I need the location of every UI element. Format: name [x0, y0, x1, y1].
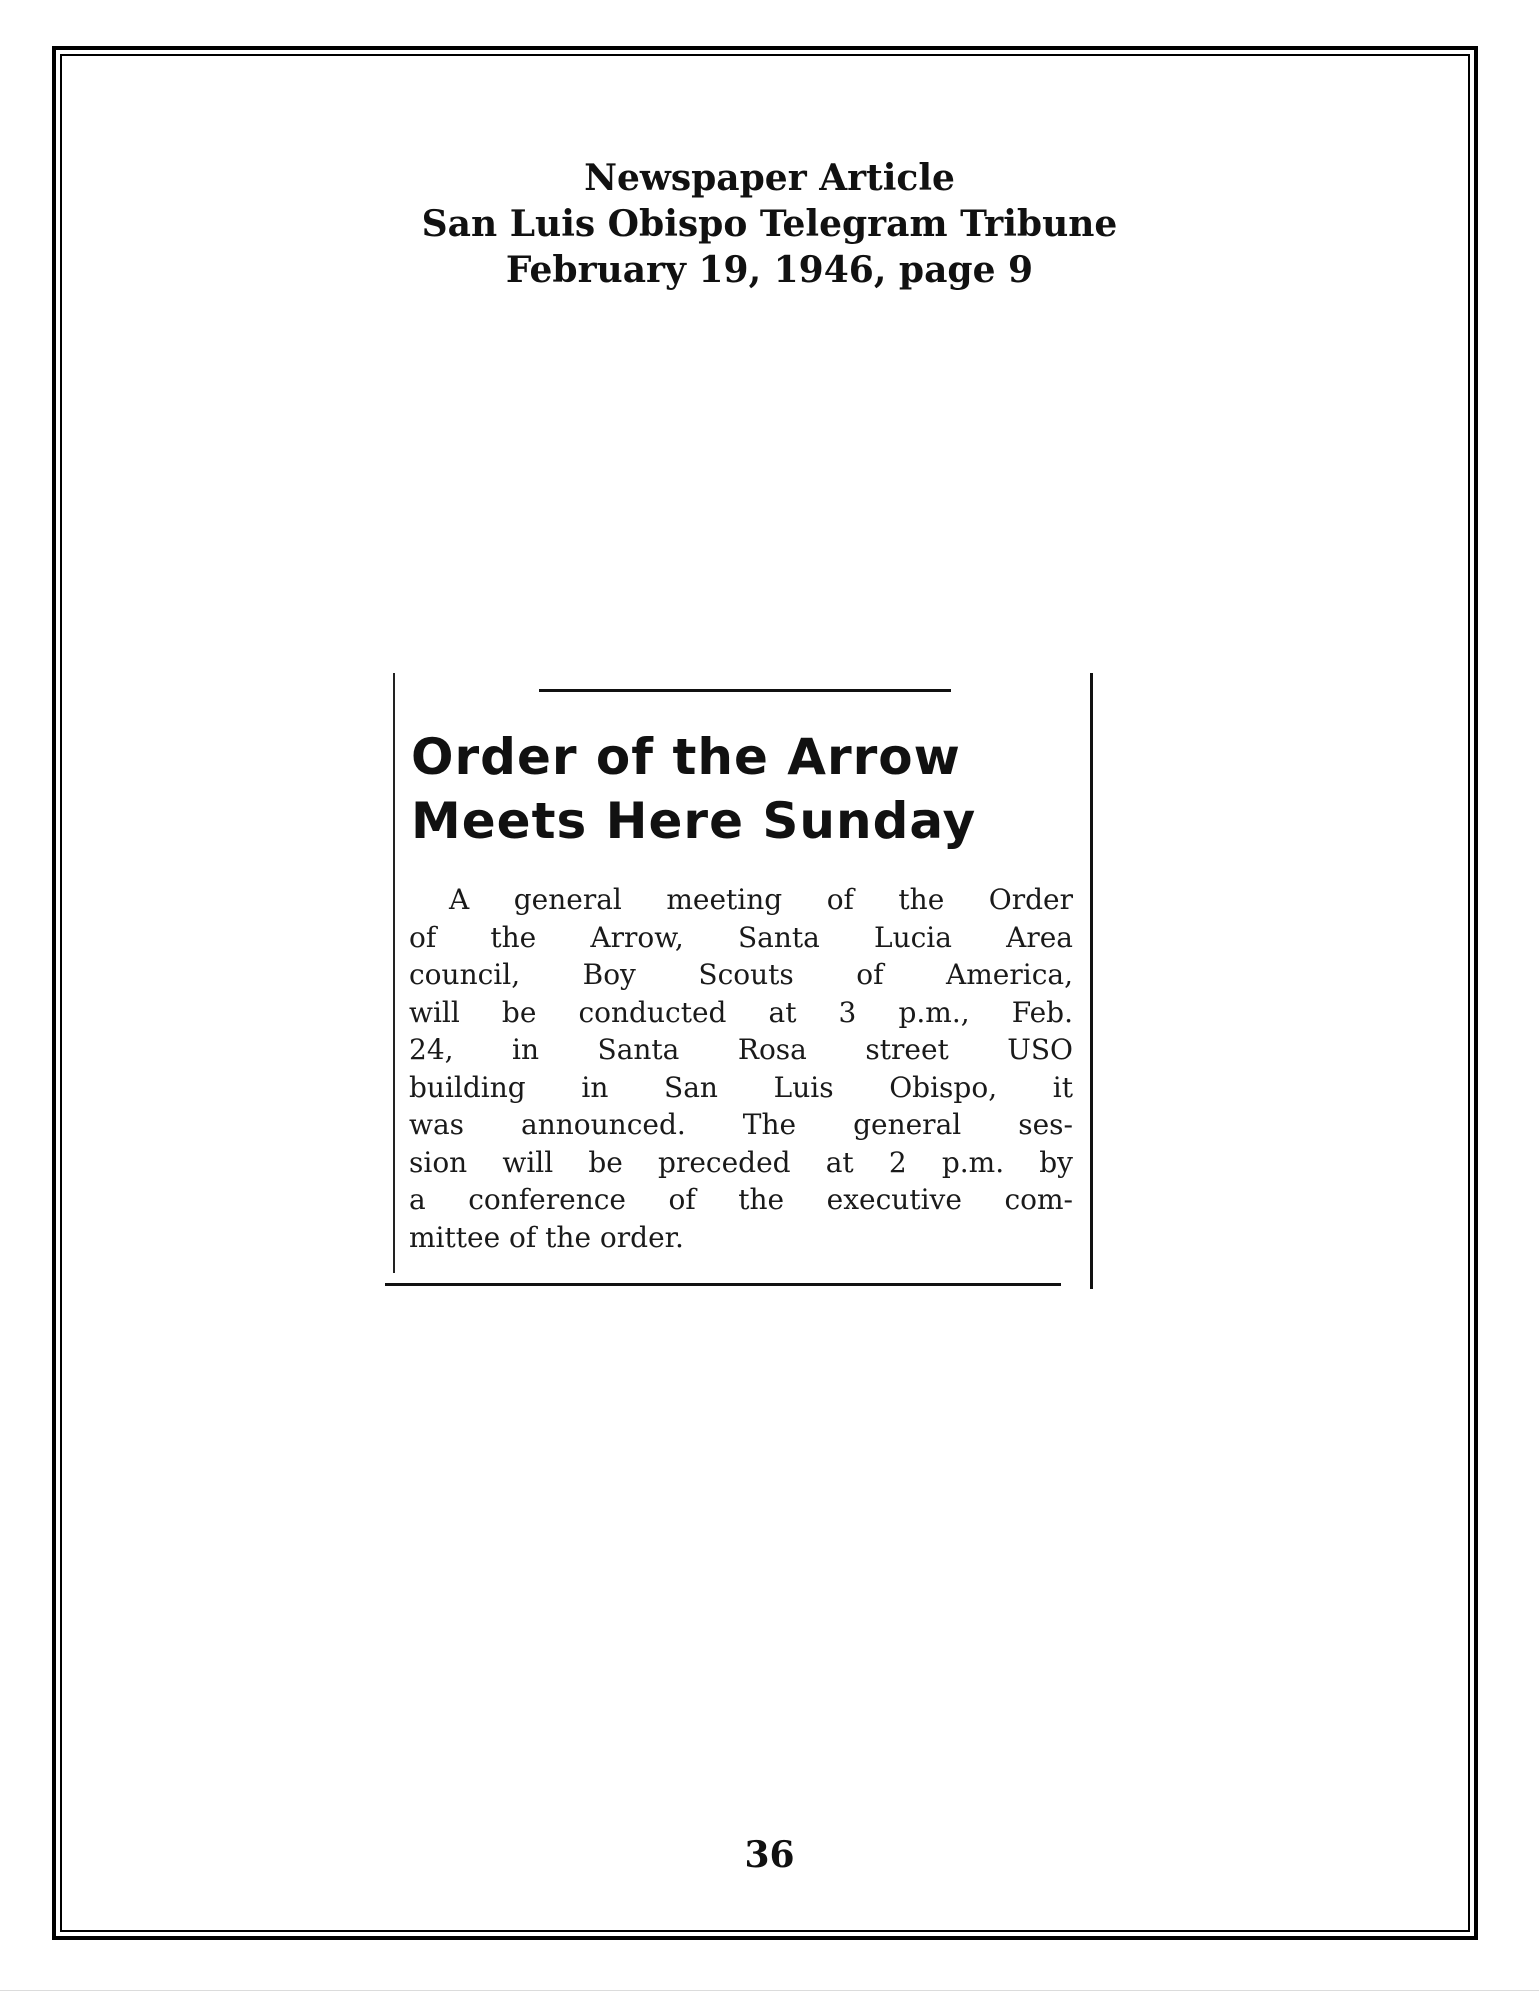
article-body-line: sion will be preceded at 2 p.m. by	[409, 1145, 1073, 1179]
article-body-line: will be conducted at 3 p.m., Feb.	[409, 995, 1073, 1029]
article-body-line: A general meeting of the Order	[449, 883, 1073, 916]
header-publication: San Luis Obispo Telegram Tribune	[421, 203, 1118, 245]
article-body-line: a conference of the executive com-	[409, 1183, 1073, 1216]
article-body-line: of the Arrow, Santa Lucia Area	[409, 920, 1073, 954]
header-title: Newspaper Article	[584, 157, 955, 199]
article-body	[409, 881, 1073, 1256]
clipping-top-rule	[539, 689, 951, 692]
clipping-right-rule	[1090, 673, 1093, 1289]
article-body-line: mittee of the order.	[409, 1220, 684, 1254]
page-number: 36	[744, 1834, 795, 1876]
scan-edge	[0, 1990, 1539, 1991]
article-body-line: building in San Luis Obispo, it	[409, 1070, 1073, 1104]
clipping-left-rule	[393, 673, 395, 1273]
article-body-line: was announced. The general ses-	[409, 1108, 1073, 1141]
article-headline	[411, 725, 1081, 853]
document-header	[0, 155, 1539, 293]
article-body-line: 24, in Santa Rosa street USO	[409, 1033, 1073, 1066]
clipping-bottom-rule	[385, 1283, 1061, 1286]
article-body-line: council, Boy Scouts of America,	[409, 958, 1073, 991]
header-date: February 19, 1946, page 9	[505, 249, 1034, 291]
headline-line: Meets Here Sunday	[411, 792, 977, 850]
headline-line: Order of the Arrow	[411, 728, 961, 786]
newspaper-clipping	[393, 673, 1093, 1289]
